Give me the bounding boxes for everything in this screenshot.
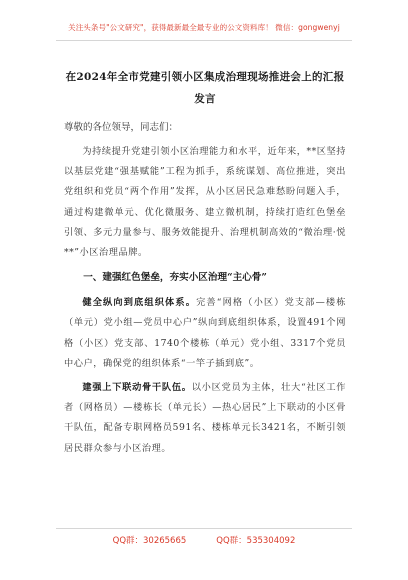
header-divider [56, 40, 352, 41]
section-1-heading: 一、建强红色堡垒，夯实小区治理“主心骨” [83, 272, 267, 284]
header-banner: 关注头条号"公文研究"，获得最新最全最专业的公文资料库！ 微信：gongwenyj [68, 23, 340, 32]
footer-qq-group-1: QQ群：30265665 [112, 536, 187, 546]
salutation: 尊敬的各位领导，同志们： [64, 122, 179, 133]
intro-paragraph: 为持续提升党建引领小区治理能力和水平，近年来，**区坚持以基层党建“强基赋能”工程为抓手，系统谋划、高位推进，突出党组织和党员“两个作用”发挥，从小区居民急难愁盼问题入手，通过构建微单元、优化微服务、建立微机制，持续打造红色堡垒引领、多元力量参与、服务效能提升、治理机制高效的“微治理·悦**”小区治理品牌。 [64, 146, 346, 259]
footer-qq-group-2: QQ群：535304092 [216, 536, 296, 546]
footer-divider [56, 528, 352, 529]
paragraph-backbone-team [64, 378, 346, 459]
paragraph-organization-system [64, 293, 346, 374]
paragraph-lead: 健全纵向到底组织体系。 [82, 297, 197, 309]
document-title [64, 66, 346, 110]
footer [0, 534, 408, 546]
paragraph-lead: 建强上下联动骨干队伍。 [82, 382, 192, 394]
document-body [64, 66, 346, 463]
title-line-1: 在2024年全市党建引领小区集成治理现场推进会上的汇报 [65, 71, 345, 83]
paragraph-body: 以小区党员为主体，壮大“社区工作者（网格员）—楼栋长（单元长）—热心居民”上下联动的小区骨干队伍，配备专职网格员591名、楼栋单元长3421名，不断引领居民群众参与小区治理。 [64, 382, 346, 454]
paragraph-body: 完善“网格（小区）党支部—楼栋（单元）党小组—党员中心户”纵向到底组织体系，设置491个网格（小区）党支部、1740个楼栋（单元）党小组、3317个党员中心户，确保党的组织体系“一竿子插到底”。 [64, 297, 346, 369]
title-line-2: 发言 [194, 93, 216, 105]
